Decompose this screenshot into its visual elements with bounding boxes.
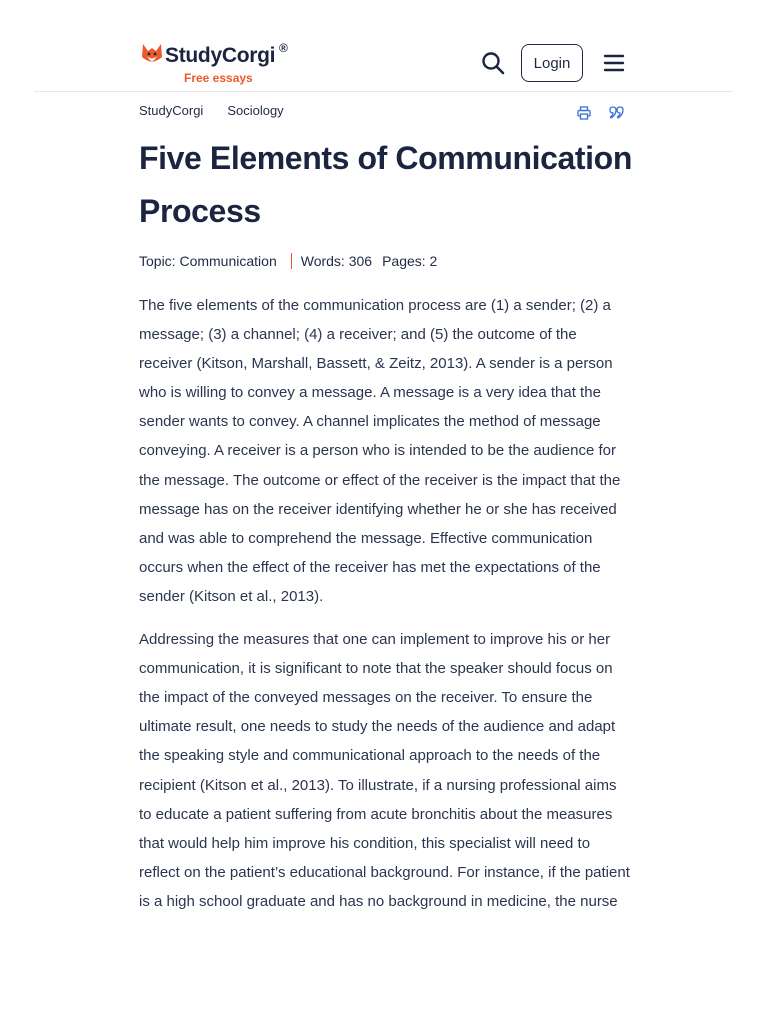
breadcrumb-item-home[interactable]: StudyCorgi — [139, 103, 204, 118]
quote-icon[interactable] — [609, 106, 624, 120]
search-icon[interactable] — [481, 51, 505, 75]
article-body — [139, 291, 631, 930]
header-divider — [34, 91, 733, 92]
registered-mark: ® — [279, 41, 288, 55]
site-header — [0, 0, 768, 92]
login-button[interactable]: Login — [521, 44, 583, 82]
topic-link[interactable]: Topic: Communication — [139, 253, 277, 269]
word-count: Words: 306 — [300, 253, 373, 269]
print-icon[interactable] — [577, 106, 591, 120]
logo-tagline: Free essays — [184, 71, 253, 85]
breadcrumb-item-category[interactable]: Sociology — [227, 103, 284, 118]
article-paragraph: Addressing the measures that one can implement to improve his or her communication, it is significant to note that the speaker should focus on the impact of the conveyed messages on the receiver. To ensure the ultimate result, one needs to study the needs of the audience and adapt the speaking style and communicational approach to the needs of the recipient (Kitson et al., 2013). To illustrate, if a nursing professional aims to educate a patient suffering from acute bronchitis about the measures that would help him improve his condition, this specialist will need to reflect on the patient’s educational background. For instance, if the patient is a high school graduate and has no background in medicine, the nurse — [139, 631, 630, 910]
breadcrumb — [139, 103, 284, 118]
meta-separator — [291, 253, 292, 269]
logo-wordmark: StudyCorgi — [165, 44, 276, 67]
page-title: Five Elements of Communication Process — [139, 140, 632, 229]
corgi-logo-icon — [141, 42, 163, 66]
article-meta — [139, 252, 437, 270]
article-paragraph: The five elements of the communication process are (1) a sender; (2) a message; (3) a channel; (4) a receiver; and (5) the outcome of the receiver (Kitson, Marshall, Bassett, & Zeitz, 2013). A sender is a person who is willing to convey a message. A message is a very idea that the sender wants to convey. A channel implicates the method of message conveying. A receiver is a person who is intended to be the audience for the message. The outcome or effect of the receiver is the impact that the message has on the receiver identifying whether he or she has received and was able to comprehend the message. Effective communication occurs when the effect of the receiver has met the expectations of the sender (Kitson et al., 2013). — [139, 297, 621, 605]
hamburger-menu-icon[interactable] — [603, 52, 625, 74]
site-logo[interactable] — [139, 40, 289, 92]
page-count: Pages: 2 — [382, 253, 438, 269]
